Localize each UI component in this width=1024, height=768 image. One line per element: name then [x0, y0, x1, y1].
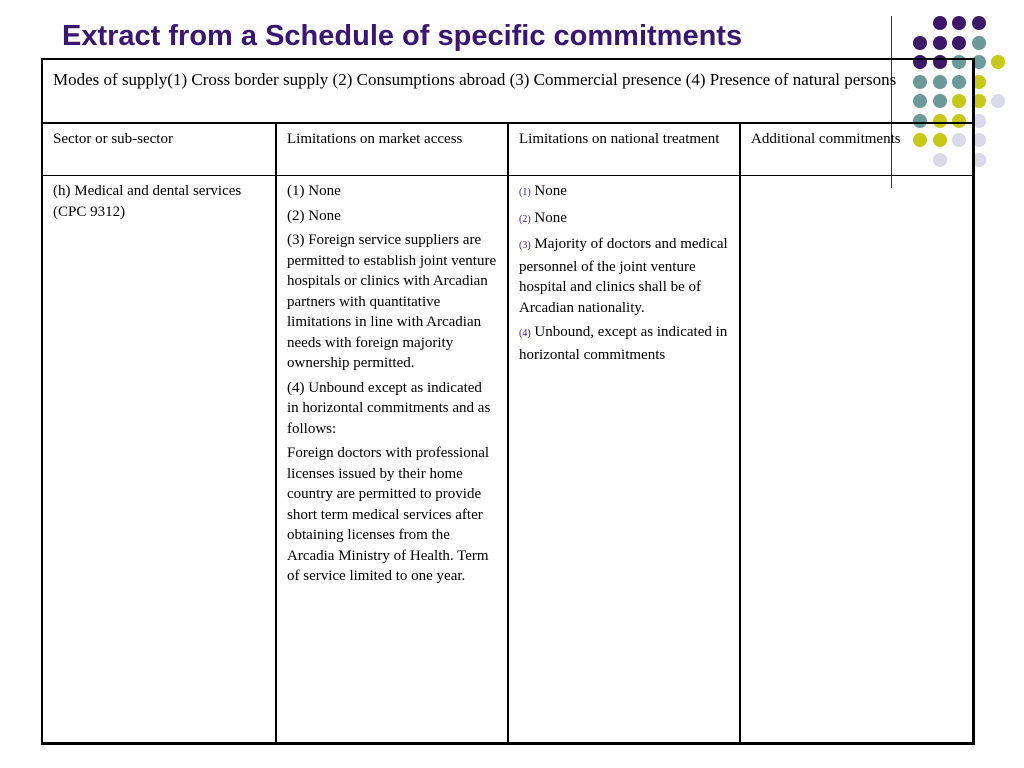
decorative-dot — [952, 36, 966, 50]
market-access-item: (2) None — [287, 207, 341, 224]
decorative-dot — [991, 94, 1005, 108]
market-access-item: Foreign doctors with professional licenses issued by their home country are permitted to provide short term medical services after obtaining licenses from the Arcadia Ministry of Health. Term of service limited to one year. — [287, 445, 490, 584]
decorative-dot — [933, 36, 947, 50]
decorative-dot — [972, 16, 986, 30]
cell-national-treatment — [509, 176, 739, 374]
market-access-item: (1) None — [287, 183, 341, 199]
mode-number: (1) — [519, 187, 531, 198]
cell-market-access — [277, 176, 507, 596]
additional-commitments-column — [741, 124, 972, 742]
header-sector: Sector or sub-sector — [43, 124, 275, 176]
decorative-dot — [972, 36, 986, 50]
national-treatment-item: (3) Majority of doctors and medical personnel of the joint venture hospital and clinics shall be of Arcadian nationality. — [519, 236, 728, 316]
decorative-dot — [933, 16, 947, 30]
mode-number: (4) — [519, 328, 531, 339]
decorative-dot — [991, 55, 1005, 69]
slide-title: Extract from a Schedule of specific commitments — [62, 20, 743, 52]
header-national-treatment: Limitations on national treatment — [509, 124, 739, 176]
national-treatment-item: (2) None — [519, 209, 567, 226]
market-access-item: (4) Unbound except as indicated in horizontal commitments and as follows: — [287, 379, 491, 437]
header-market-access: Limitations on market access — [277, 124, 507, 176]
national-treatment-column — [509, 124, 741, 742]
header-additional: Additional commitments — [741, 124, 972, 176]
modes-of-supply-row: Modes of supply(1) Cross border supply (2) Consumptions abroad (3) Commercial presence (4) Presence of natural persons — [43, 60, 972, 124]
market-access-column — [277, 124, 509, 742]
mode-number: (3) — [519, 240, 531, 251]
commitments-table — [41, 58, 975, 745]
decorative-dot — [952, 16, 966, 30]
decorative-dot — [913, 36, 927, 50]
sector-column — [43, 124, 277, 742]
market-access-item: (3) Foreign service suppliers are permitted to establish joint venture hospitals or clinics with Arcadian partners with quantitative limitations in line with Arcadian needs with foreign majority ownership permitted. — [287, 232, 497, 371]
mode-number: (2) — [519, 213, 531, 225]
national-treatment-item: (1) None — [519, 183, 567, 199]
national-treatment-item: (4) Unbound, except as indicated in horizontal commitments — [519, 324, 728, 363]
cell-additional — [741, 176, 972, 186]
cell-sector: (h) Medical and dental services (CPC 9312) — [53, 183, 242, 220]
